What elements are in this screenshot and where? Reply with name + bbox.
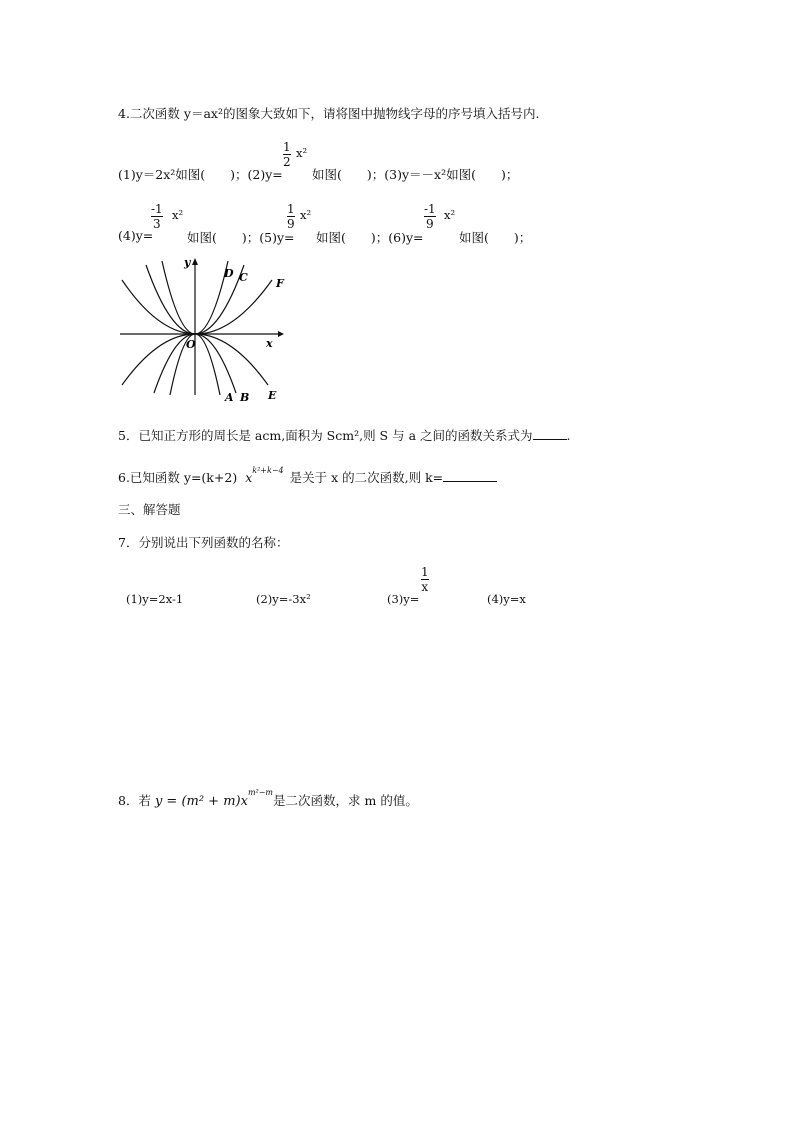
origin-label: O — [186, 338, 196, 351]
q4-fraction-1-2 — [283, 140, 291, 169]
q6-answer-blank[interactable] — [443, 481, 497, 482]
fraction-denominator: 2 — [283, 155, 291, 169]
q4-row2-part4: 如图( )； — [459, 230, 532, 245]
q4-row1-part2: 如图( )；(3)y＝－x²如图( )； — [312, 167, 519, 182]
fraction-denominator: 9 — [426, 217, 434, 231]
curve-label-B: B — [240, 391, 250, 404]
q6-part1: 6.已知函数 y=(k+2) — [118, 470, 238, 485]
q8-formula: y = (m² + m)x — [154, 794, 248, 809]
q7-fraction-1-x — [421, 565, 429, 594]
fraction-numerator: -1 — [424, 202, 436, 216]
section-title: 三、解答题 — [118, 502, 181, 517]
q4-row2-part1: (4)y= — [118, 228, 154, 243]
q6-power-exponent: k²+k−4 — [252, 465, 284, 475]
fraction-numerator: -1 — [151, 202, 163, 216]
q5-text: 5．已知正方形的周长是 acm,面积为 Scm²,则 S 与 a 之间的函数关系式为 — [118, 428, 533, 443]
fraction-numerator: 1 — [421, 565, 429, 579]
q4-stem: 4.二次函数 y＝ax²的图象大致如下，请将图中抛物线字母的序号填入括号内. — [118, 106, 540, 121]
q4-fraction-1-9 — [287, 202, 295, 231]
q5-end: . — [566, 428, 571, 443]
curve-F — [122, 280, 272, 334]
fraction-numerator: 1 — [287, 202, 295, 216]
y-axis-label: y — [184, 256, 191, 269]
q6-line — [118, 465, 497, 486]
q4-row2-frac5-tail: x² — [300, 208, 312, 222]
q4-row2-part3: 如图( )；(6)y= — [316, 230, 424, 245]
q7-item-1: (1)y=2x-1 — [126, 592, 184, 606]
q6-part2: 是关于 x 的二次函数,则 k= — [289, 470, 444, 485]
q7-item-2: (2)y=-3x² — [256, 592, 311, 606]
q5-text-line — [118, 426, 570, 444]
curve-label-E: E — [268, 389, 277, 402]
parabola-graph — [118, 255, 298, 405]
curve-label-F: F — [276, 277, 284, 290]
q7-stem: 7．分别说出下列函数的名称： — [118, 535, 289, 550]
fraction-numerator: 1 — [283, 140, 291, 154]
y-axis-arrow — [192, 258, 198, 265]
q7-item-4: (4)y=x — [487, 592, 526, 606]
fraction-denominator: x — [421, 580, 429, 594]
q8-formula-exponent: m²−m — [247, 787, 274, 797]
q6-power-base: x — [245, 470, 253, 485]
q4-row2-frac6-tail: x² — [444, 208, 456, 222]
q8-part1: 8．若 — [118, 793, 151, 808]
q4-fraction-neg-1-3 — [151, 202, 163, 231]
q4-row1-frac-tail: x² — [296, 146, 308, 160]
q8-part2: 是二次函数，求 m 的值。 — [273, 793, 418, 808]
fraction-denominator: 9 — [287, 217, 295, 231]
curve-label-C: C — [239, 271, 248, 284]
curve-label-D: D — [224, 267, 234, 280]
q4-row2-part2: 如图( )；(5)y= — [187, 230, 295, 245]
q4-row1-part1: (1)y＝2x²如图( )；(2)y= — [118, 167, 283, 182]
q5-answer-blank[interactable] — [533, 439, 567, 440]
q4-fraction-neg-1-9 — [424, 202, 436, 231]
x-axis-label: x — [266, 337, 273, 350]
q7-item-3: (3)y= — [387, 592, 420, 606]
fraction-denominator: 3 — [153, 217, 161, 231]
x-axis-arrow — [278, 331, 284, 337]
q4-row2-frac4-tail: x² — [172, 208, 184, 222]
curve-label-A: A — [225, 391, 234, 404]
q8-line — [118, 787, 418, 809]
